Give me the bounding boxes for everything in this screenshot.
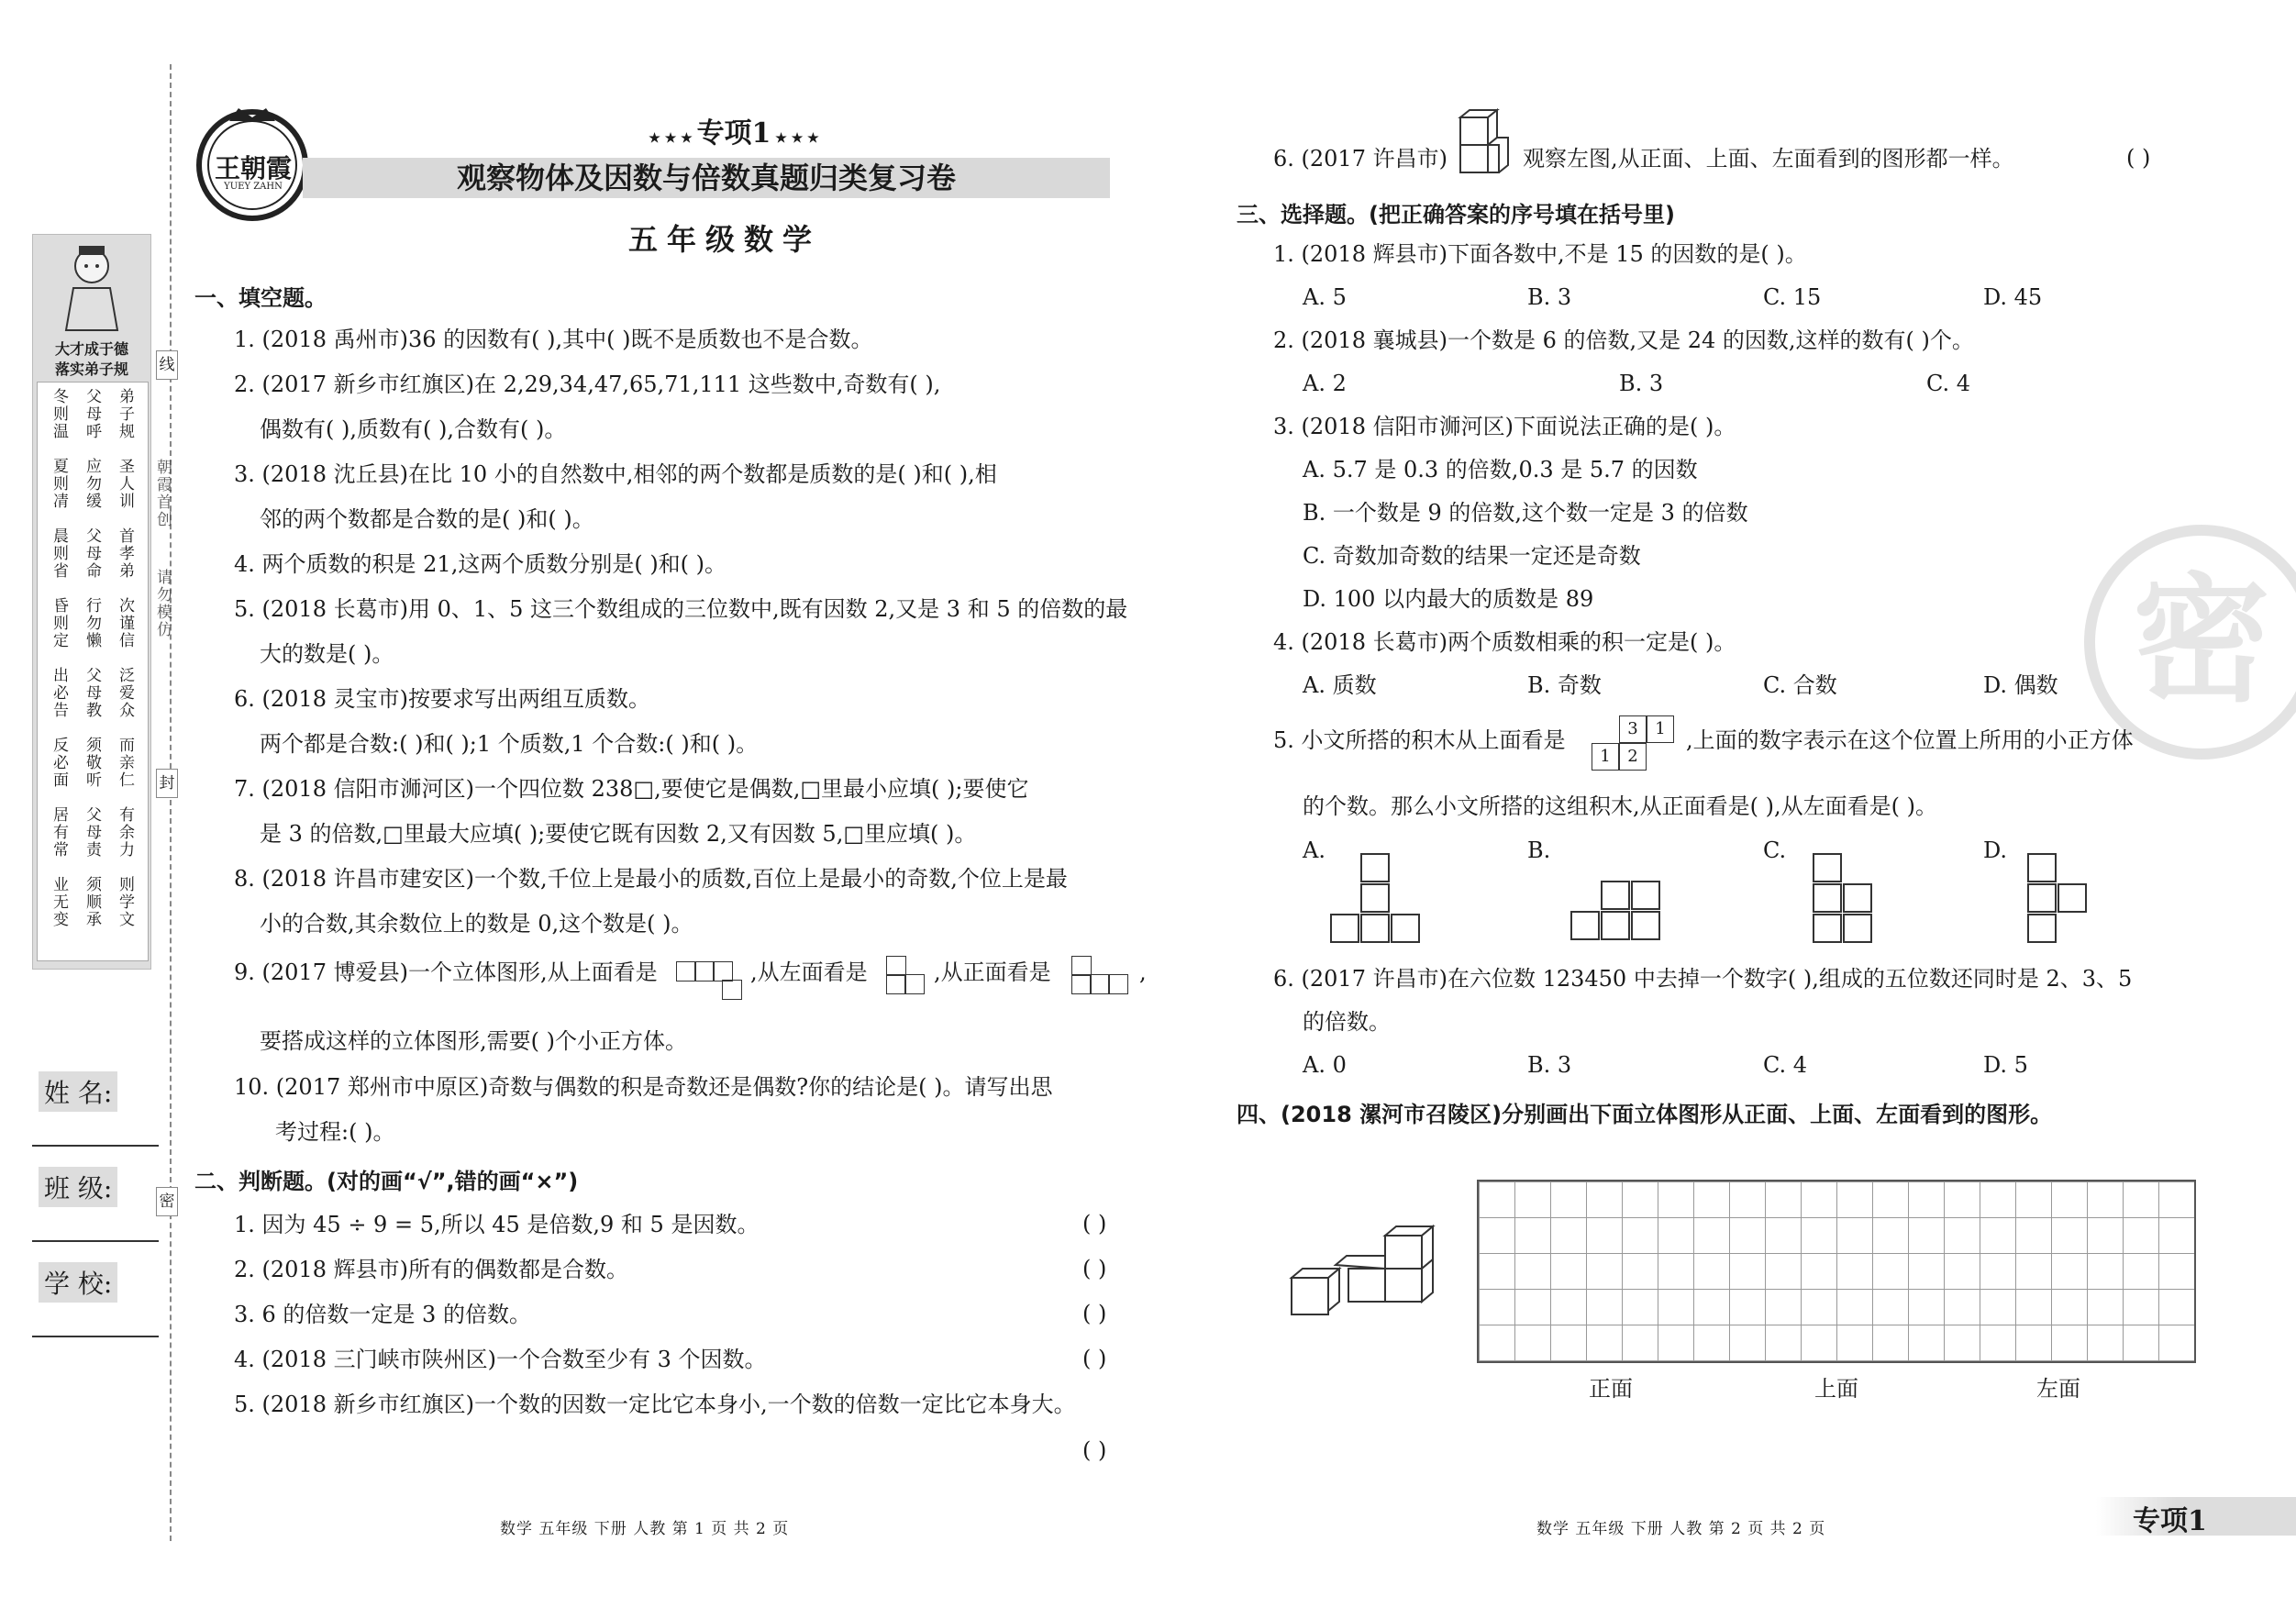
choice-q6b: 的倍数。 xyxy=(1303,1009,1391,1035)
fill-q8b: 小的合数,其余数位上的数是 0,这个数是( )。 xyxy=(260,911,693,937)
corner-tag-label: 专项1 xyxy=(2133,1505,2207,1537)
label-front: 正面 xyxy=(1589,1376,1633,1402)
fill-q10b: 考过程:( )。 xyxy=(275,1119,395,1145)
name-field[interactable] xyxy=(32,1145,159,1147)
choice-q3-opt-a: A. 5.7 是 0.3 的倍数,0.3 是 5.7 的因数 xyxy=(1303,457,1698,482)
judge-q1-answer[interactable]: ( ) xyxy=(1082,1211,1107,1237)
q5-option-b-figure xyxy=(1570,881,1662,945)
page-subtitle: 五年级数学 xyxy=(627,222,821,257)
verse: 首孝弟 xyxy=(116,527,134,580)
verse: 晨则省 xyxy=(50,527,68,580)
verse: 则学文 xyxy=(116,876,134,928)
star-icon: ★ ★ ★ xyxy=(649,131,697,146)
svg-text:密: 密 xyxy=(2132,561,2271,721)
series-label: ★ ★ ★ 专项1 ★ ★ ★ xyxy=(649,117,819,150)
q9-top-view-figure xyxy=(676,961,749,1009)
choice-q4-opt-b: B. 奇数 xyxy=(1527,672,1602,698)
verse: 须敬听 xyxy=(83,737,101,789)
label-top: 上面 xyxy=(1814,1376,1858,1402)
choice-q3-opt-b: B. 一个数是 9 的倍数,这个数一定是 3 的倍数 xyxy=(1303,500,1748,526)
right-q6-answer[interactable]: ( ) xyxy=(2126,145,2151,171)
choice-q6-opt-c: C. 4 xyxy=(1763,1052,1808,1078)
logo-sub: YUEY ZAHN xyxy=(224,182,283,192)
fill-q3: 3. (2018 沈丘县)在比 10 小的自然数中,相邻的两个数都是质数的是( )和( ),相 xyxy=(234,461,997,487)
judge-q3: 3. 6 的倍数一定是 3 的倍数。 xyxy=(234,1302,531,1327)
verse: 行勿懒 xyxy=(83,597,101,649)
right-q6-cube-figure xyxy=(1449,108,1514,182)
choice-q3-opt-d: D. 100 以内最大的质数是 89 xyxy=(1303,586,1594,612)
judge-q1: 1. 因为 45 ÷ 9 = 5,所以 45 是倍数,9 和 5 是因数。 xyxy=(234,1212,760,1237)
section-draw-heading: 四、(2018 漯河市召陵区)分别画出下面立体图形从正面、上面、左面看到的图形。 xyxy=(1237,1102,2053,1127)
choice-q5b: 的个数。那么小文所搭的这组积木,从正面看是( ),从左面看是( )。 xyxy=(1303,793,1937,819)
judge-q2-answer[interactable]: ( ) xyxy=(1082,1256,1107,1281)
choice-q1-opt-b: B. 3 xyxy=(1527,284,1572,310)
choice-q6-opt-b: B. 3 xyxy=(1527,1052,1572,1078)
motto-line-1: 大才成于德 xyxy=(54,340,128,358)
scholar-figure-icon xyxy=(61,242,123,334)
judge-q3-answer[interactable]: ( ) xyxy=(1082,1301,1107,1326)
fill-q9: 9. (2017 博爱县)一个立体图形,从上面看是 xyxy=(234,959,658,985)
vertical-note-2: 请勿模仿 xyxy=(153,569,172,638)
watermark-seal xyxy=(2082,523,2296,761)
fill-q7b: 是 3 的倍数,□里最大应填( );要使它既有因数 2,又有因数 5,□里应填( )。 xyxy=(260,821,977,847)
verse: 须顺承 xyxy=(83,876,101,928)
verse: 冬则温 xyxy=(50,388,68,440)
verse: 而亲仁 xyxy=(116,737,134,789)
fill-q5: 5. (2018 长葛市)用 0、1、5 这三个数组成的三位数中,既有因数 2,又是 3 和 5 的倍数的最 xyxy=(234,596,1128,622)
choice-q2-opt-a: A. 2 xyxy=(1303,371,1347,396)
bind-mark-xian: 线 xyxy=(156,350,178,380)
choice-q1-opt-c: C. 15 xyxy=(1763,284,1822,310)
q9-left-view-figure xyxy=(886,956,932,1004)
star-icon: ★ ★ ★ xyxy=(771,131,819,146)
motto-line-2: 落实弟子规 xyxy=(54,360,128,378)
logo-text: 王朝霞 xyxy=(214,153,292,183)
fill-q3b: 邻的两个数都是合数的是( )和( )。 xyxy=(260,506,594,532)
school-field[interactable] xyxy=(32,1336,159,1337)
choice-q3: 3. (2018 信阳市浉河区)下面说法正确的是( )。 xyxy=(1273,414,1736,439)
label-left: 左面 xyxy=(2036,1376,2080,1402)
verse: 弟子规 xyxy=(116,388,134,440)
fill-q5b: 大的数是( )。 xyxy=(260,641,394,667)
choice-q5-opt-c: C. xyxy=(1763,837,1787,863)
verse: 出必告 xyxy=(50,667,68,719)
q5-option-a-figure xyxy=(1328,853,1420,945)
choice-q2-opt-b: B. 3 xyxy=(1619,371,1664,396)
fill-q9-mid: ,从左面看是 xyxy=(750,959,868,985)
fill-q2: 2. (2017 新乡市红旗区)在 2,29,34,47,65,71,111 这些数中,奇数有( ), xyxy=(234,372,941,397)
choice-q5-opt-a: A. xyxy=(1303,837,1325,863)
fill-q6b: 两个都是合数:( )和( );1 个质数,1 个合数:( )和( )。 xyxy=(260,731,759,757)
choice-q3-opt-c: C. 奇数加奇数的结果一定还是奇数 xyxy=(1303,543,1641,569)
choice-q6: 6. (2017 许昌市)在六位数 123450 中去掉一个数字( ),组成的五位数还同时是 2、3、5 xyxy=(1273,966,2133,992)
verse: 父母教 xyxy=(83,667,101,719)
choice-q4-opt-c: C. 合数 xyxy=(1763,672,1837,698)
choice-q1: 1. (2018 辉县市)下面各数中,不是 15 的因数的是( )。 xyxy=(1273,241,1807,267)
brand-logo xyxy=(193,103,312,222)
verse: 居有常 xyxy=(50,806,68,859)
binding-dashed-line xyxy=(170,64,172,1541)
name-label: 姓 名: xyxy=(39,1071,117,1112)
choice-q2-opt-c: C. 4 xyxy=(1926,371,1971,396)
choice-q5: 5. 小文所搭的积木从上面看是 xyxy=(1273,727,1566,753)
drawing-grid[interactable] xyxy=(1477,1180,2196,1363)
sidebar-panel xyxy=(32,234,151,970)
q5-option-d-figure xyxy=(2027,853,2091,945)
fill-q2b: 偶数有( ),质数有( ),合数有( )。 xyxy=(260,416,567,442)
solid-figure xyxy=(1284,1225,1449,1353)
verse-block xyxy=(37,382,149,961)
footer-page-2: 数学 五年级 下册 人教 第 2 页 共 2 页 xyxy=(1536,1520,1826,1538)
choice-q6-opt-d: D. 5 xyxy=(1983,1052,2028,1078)
judge-q5-answer[interactable]: ( ) xyxy=(1082,1437,1107,1463)
verse: 圣人训 xyxy=(116,458,134,510)
fill-q6: 6. (2018 灵宝市)按要求写出两组互质数。 xyxy=(234,686,650,712)
school-label: 学 校: xyxy=(39,1262,117,1303)
choice-q4-opt-a: A. 质数 xyxy=(1303,672,1377,698)
verse: 父母呼 xyxy=(83,388,101,440)
vertical-note-1: 朝霞首创 xyxy=(153,459,172,528)
judge-q4-answer[interactable]: ( ) xyxy=(1082,1346,1107,1371)
verse: 反必面 xyxy=(50,737,68,789)
choice-q1-opt-a: A. 5 xyxy=(1303,284,1347,310)
choice-q4: 4. (2018 长葛市)两个质数相乘的积一定是( )。 xyxy=(1273,629,1736,655)
q5-option-c-figure xyxy=(1813,853,1877,945)
choice-q6-opt-a: A. 0 xyxy=(1303,1052,1347,1078)
choice-q5-cont: ,上面的数字表示在这个位置上所用的小正方体 xyxy=(1686,727,2134,753)
judge-q2: 2. (2018 辉县市)所有的偶数都是合数。 xyxy=(234,1257,628,1282)
verse: 泛爱众 xyxy=(116,667,134,719)
fill-q7: 7. (2018 信阳市浉河区)一个四位数 238□,要使它是偶数,□里最小应填( );要使它 xyxy=(234,776,1029,802)
class-label: 班 级: xyxy=(39,1167,117,1207)
verse: 父母命 xyxy=(83,527,101,580)
fill-q10: 10. (2017 郑州市中原区)奇数与偶数的积是奇数还是偶数?你的结论是( )。请写出思 xyxy=(234,1074,1053,1100)
class-field[interactable] xyxy=(32,1240,159,1242)
footer-page-1: 数学 五年级 下册 人教 第 1 页 共 2 页 xyxy=(500,1520,790,1538)
bind-mark-mi: 密 xyxy=(156,1187,178,1216)
q5-top-view-grid: 3 1 1 2 xyxy=(1592,715,1683,772)
right-q6-suffix: 观察左图,从正面、上面、左面看到的图形都一样。 xyxy=(1523,146,2014,172)
verse: 次谨信 xyxy=(116,597,134,649)
fill-q9-mid2: ,从正面看是 xyxy=(934,959,1051,985)
q9-front-view-figure xyxy=(1071,956,1136,1004)
verse: 应勿缓 xyxy=(83,458,101,510)
judge-q4: 4. (2018 三门峡市陕州区)一个合数至少有 3 个因数。 xyxy=(234,1347,767,1372)
verse: 业无变 xyxy=(50,876,68,928)
judge-q5: 5. (2018 新乡市红旗区)一个数的因数一定比它本身小,一个数的倍数一定比它本身大。 xyxy=(234,1392,1076,1417)
choice-q1-opt-d: D. 45 xyxy=(1983,284,2043,310)
bind-mark-feng: 封 xyxy=(156,769,178,798)
section-choice-heading: 三、选择题。(把正确答案的序号填在括号里) xyxy=(1237,202,1675,227)
section-fill-heading: 一、填空题。 xyxy=(194,285,327,311)
verse: 有余力 xyxy=(116,806,134,859)
choice-q4-opt-d: D. 偶数 xyxy=(1983,672,2058,698)
page-title: 观察物体及因数与倍数真题归类复习卷 xyxy=(456,161,956,195)
choice-q5-opt-b: B. xyxy=(1527,837,1551,863)
verse: 夏则凊 xyxy=(50,458,68,510)
choice-q5-opt-d: D. xyxy=(1983,837,2008,863)
section-judge-heading: 二、判断题。(对的画“√”,错的画“×”) xyxy=(194,1169,579,1194)
fill-q9-end: , xyxy=(1139,959,1147,985)
right-q6-prefix: 6. (2017 许昌市) xyxy=(1273,146,1447,172)
fill-q4: 4. 两个质数的积是 21,这两个质数分别是( )和( )。 xyxy=(234,551,727,577)
fill-q9b: 要搭成这样的立体图形,需要( )个小正方体。 xyxy=(260,1028,687,1054)
verse: 昏则定 xyxy=(50,597,68,649)
fill-q1: 1. (2018 禹州市)36 的因数有( ),其中( )既不是质数也不是合数。 xyxy=(234,327,873,352)
fill-q8: 8. (2018 许昌市建安区)一个数,千位上是最小的质数,百位上是最小的奇数,个位上是最 xyxy=(234,866,1068,892)
verse: 父母责 xyxy=(83,806,101,859)
choice-q2: 2. (2018 襄城县)一个数是 6 的倍数,又是 24 的因数,这样的数有( )个。 xyxy=(1273,327,1974,353)
